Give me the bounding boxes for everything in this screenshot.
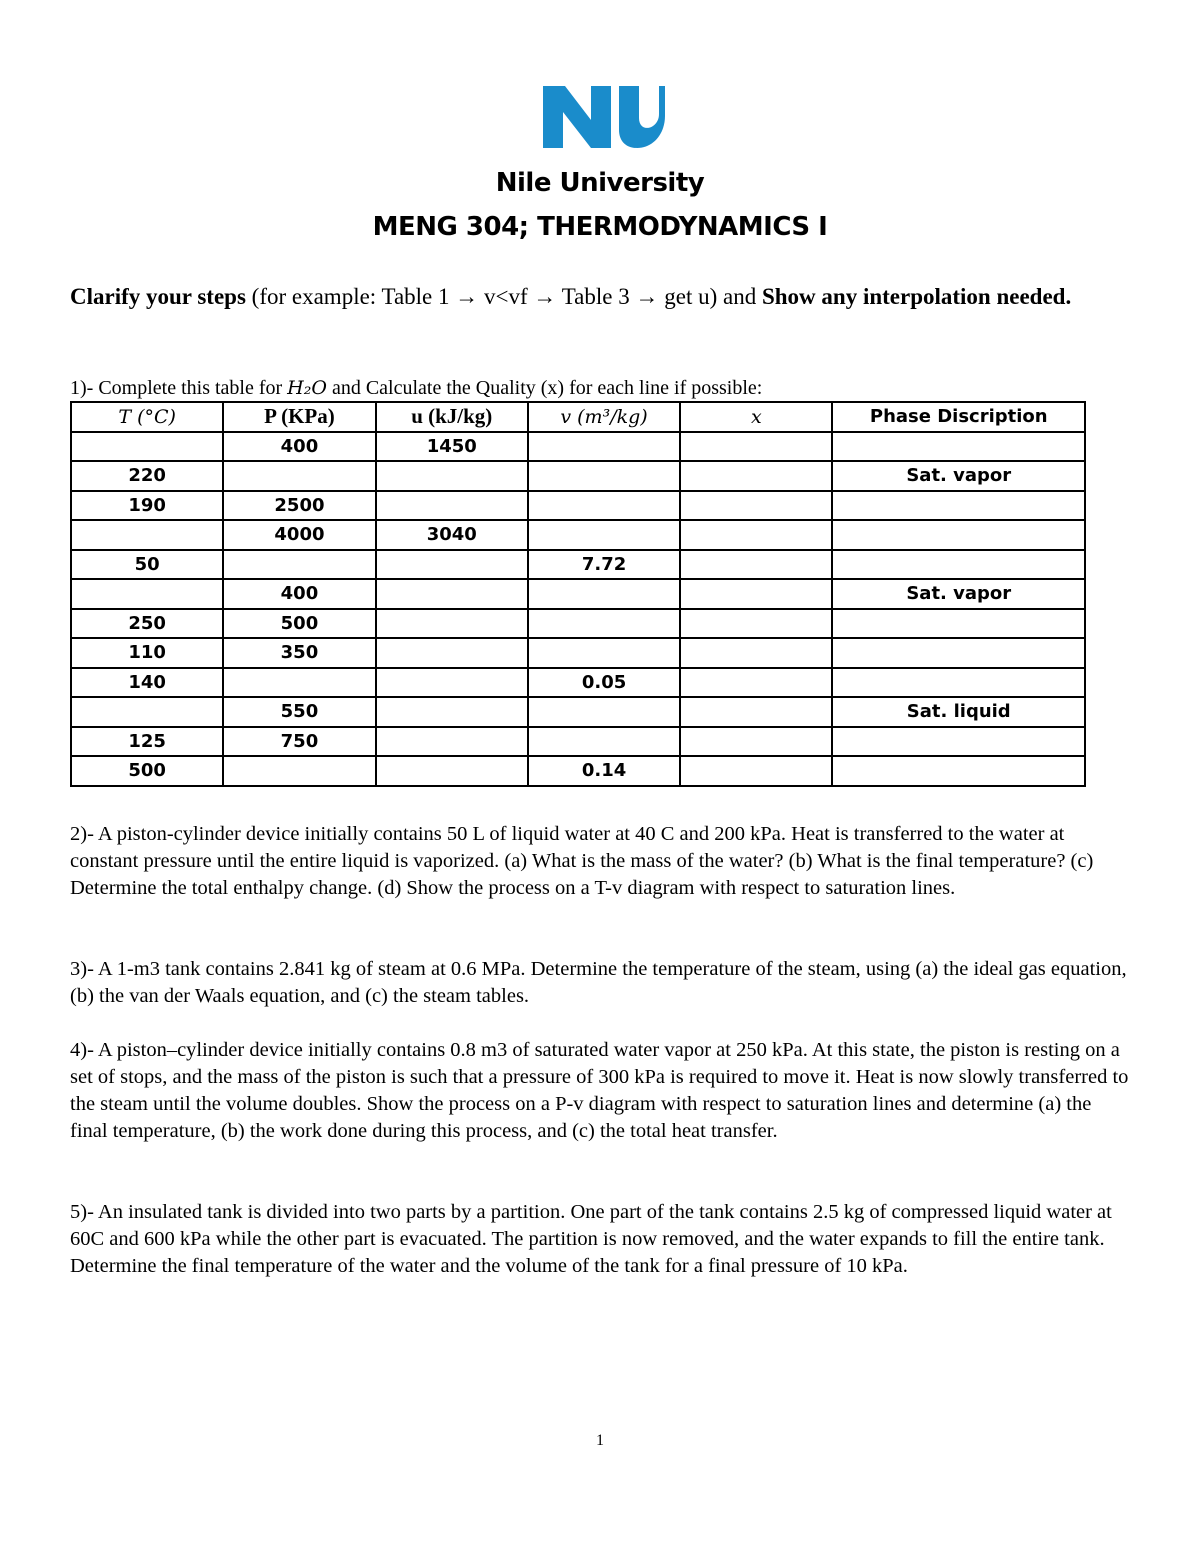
table-cell [680,727,832,757]
table-cell [680,668,832,698]
table-cell [528,491,680,521]
table-cell [71,432,223,462]
table-cell [680,697,832,727]
table-cell [832,609,1085,639]
header-phase-description: Phase Discription [832,402,1085,432]
table-cell [223,756,375,786]
table-row [71,579,1085,609]
table-row [71,727,1085,757]
table-row [71,491,1085,521]
table-cell [680,550,832,580]
table-cell [832,638,1085,668]
table-cell [680,432,832,462]
table-cell [680,638,832,668]
table-cell [528,432,680,462]
table-cell [376,579,528,609]
table-cell: 3040 [376,520,528,550]
table-cell [376,756,528,786]
table-cell: 350 [223,638,375,668]
table-cell: 750 [223,727,375,757]
header-temperature: T (°C) [71,402,223,432]
table-cell: 400 [223,432,375,462]
university-name: Nile University [495,168,705,198]
table-cell [376,461,528,491]
table-cell [680,491,832,521]
table-cell [832,550,1085,580]
table-cell: 550 [223,697,375,727]
table-cell: 0.05 [528,668,680,698]
instructions [70,281,1130,312]
table-cell [528,727,680,757]
header-specific-volume: v (m³/kg) [528,402,680,432]
table-cell [528,609,680,639]
table-cell: 1450 [376,432,528,462]
instructions-text: (for example: Table 1 → v<vf → Table 3 → get u) and [245,284,762,309]
table-cell [528,638,680,668]
table-cell: 220 [71,461,223,491]
question-1-prompt [70,375,762,401]
table-cell [528,520,680,550]
table-cell: 0.14 [528,756,680,786]
page-number: 1 [596,1432,604,1449]
table-cell [376,668,528,698]
table-cell: 125 [71,727,223,757]
table-cell: 500 [223,609,375,639]
table-cell [376,697,528,727]
table-cell [528,697,680,727]
table-cell: Sat. liquid [832,697,1085,727]
table-cell [223,461,375,491]
table-cell: 140 [71,668,223,698]
table-cell [528,579,680,609]
table-cell [528,461,680,491]
table-cell [376,638,528,668]
table-cell [680,756,832,786]
table-cell [71,697,223,727]
table-header-row [71,402,1085,432]
q1-text-after: and Calculate the Quality (x) for each line if possible: [326,377,763,399]
table-cell [832,756,1085,786]
question-5: 5)- An insulated tank is divided into two parts by a partition. One part of the tank contains 2.5 kg of compressed liquid water at 60C and 600 kPa while the other part is evacuated. The partition is now removed, and the water expands to fill the entire tank. Determine the final temperature of the water and the volume of the tank for a final pressure of 10 kPa. [70,1201,1112,1277]
table-cell: 110 [71,638,223,668]
nile-university-logo [543,86,665,148]
table-cell: Sat. vapor [832,579,1085,609]
table-row [71,432,1085,462]
table-cell [680,461,832,491]
properties-table [70,401,1086,787]
header-quality: x [680,402,832,432]
q1-formula: H₂O [287,377,327,399]
table-cell [832,491,1085,521]
instructions-bold-2: Show any interpolation needed. [761,284,1072,309]
table-cell: 50 [71,550,223,580]
table-cell [71,579,223,609]
table-cell [832,668,1085,698]
table-row [71,638,1085,668]
table-cell [680,579,832,609]
table-cell [71,520,223,550]
table-cell: 500 [71,756,223,786]
table-cell [376,727,528,757]
table-cell: 2500 [223,491,375,521]
table-cell: 7.72 [528,550,680,580]
table-cell [223,550,375,580]
table-row [71,756,1085,786]
table-cell [832,432,1085,462]
table-cell: 4000 [223,520,375,550]
table-cell: 400 [223,579,375,609]
table-cell [680,609,832,639]
table-cell [223,668,375,698]
table-body [71,432,1085,786]
table-cell: Sat. vapor [832,461,1085,491]
table-cell: 250 [71,609,223,639]
table-cell [376,550,528,580]
question-2: 2)- A piston-cylinder device initially contains 50 L of liquid water at 40 C and 200 kPa. Heat is transferred to the water at constant pressure until the entire liquid is vaporized. (a) What is the mass of the water? (b) What is the final temperature? (c) Determine the total enthalpy change. (d) Show the process on a T-v diagram with respect to saturation lines. [70,823,1094,899]
table-cell [376,609,528,639]
table-cell [680,520,832,550]
table-row [71,668,1085,698]
table-row [71,697,1085,727]
instructions-bold-1: Clarify your steps [70,284,246,309]
table-cell [832,520,1085,550]
table-row [71,550,1085,580]
table-row [71,461,1085,491]
table-cell: 190 [71,491,223,521]
course-title: MENG 304; THERMODYNAMICS I [372,212,828,242]
table-cell [376,491,528,521]
header-pressure: P (KPa) [223,402,375,432]
q1-text-before: 1)- Complete this table for [70,377,288,399]
question-3: 3)- A 1-m3 tank contains 2.841 kg of steam at 0.6 MPa. Determine the temperature of the steam, using (a) the ideal gas equation, (b) the van der Waals equation, and (c) the steam tables. [70,958,1127,1007]
question-4: 4)- A piston–cylinder device initially contains 0.8 m3 of saturated water vapor at 250 kPa. At this state, the piston is resting on a set of stops, and the mass of the piston is such that a pressure of 300 kPa is required to move it. Heat is now slowly transferred to the steam until the volume doubles. Show the process on a P-v diagram with respect to saturation lines and determine (a) the final temperature, (b) the work done during this process, and (c) the total heat transfer. [70,1039,1129,1142]
header-internal-energy: u (kJ/kg) [376,402,528,432]
table-cell [832,727,1085,757]
table-row [71,609,1085,639]
table-row [71,520,1085,550]
